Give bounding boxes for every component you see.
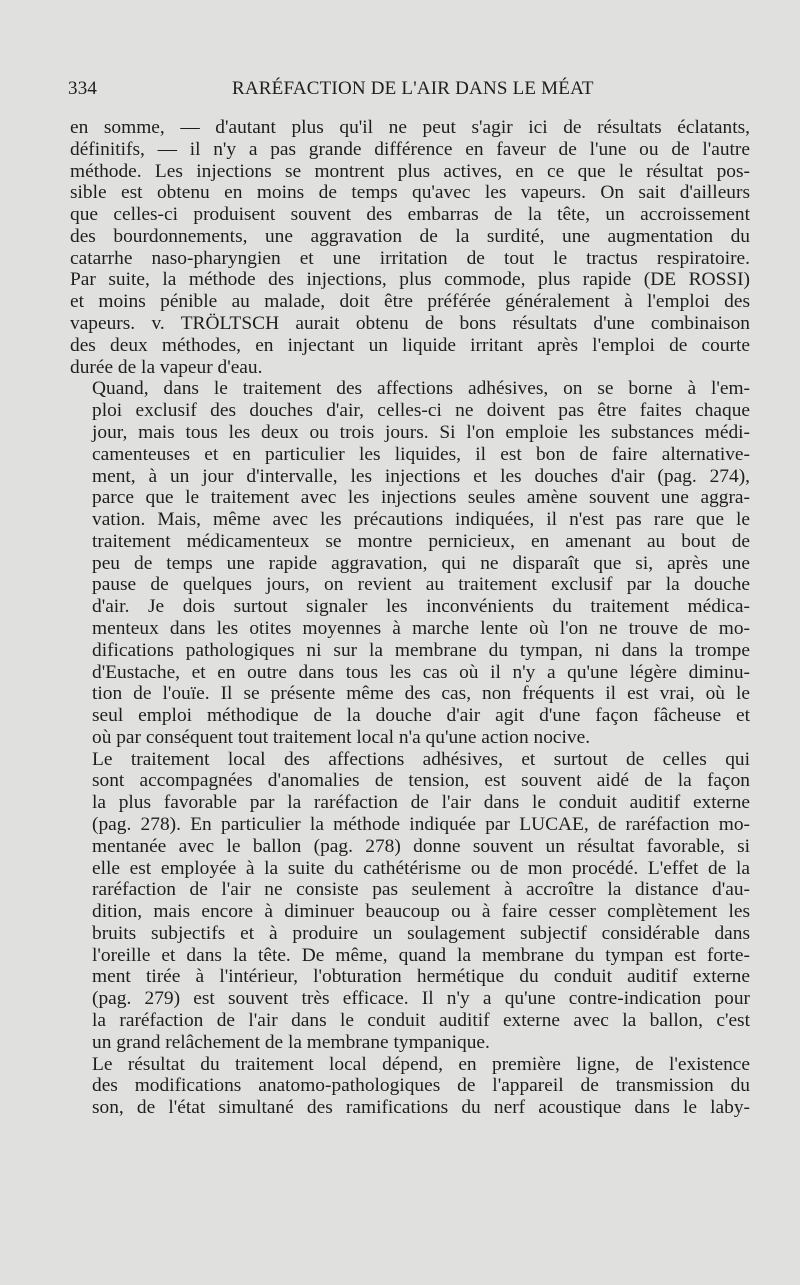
text-line: (pag. 278). En particulier la méthode indiquée par LUCAE, de raréfaction mo- xyxy=(92,814,750,835)
text-line: traitement médicamenteux se montre pernicieux, en amenant au bout de xyxy=(92,530,750,552)
text-line: ploi exclusif des douches d'air, celles-ci ne doivent pas être faites chaque xyxy=(92,400,750,422)
page-number: 334 xyxy=(68,78,98,99)
text-line: ment tirée à l'intérieur, l'obturation hermétique du conduit auditif externe xyxy=(92,966,750,988)
text-line: méthode. Les injections se montrent plus actives, en ce que le résultat pos- xyxy=(70,160,750,182)
text-line: tion de l'ouïe. Il se présente même des cas, non fréquents il est vrai, où le xyxy=(92,683,750,705)
text-line: l'oreille et dans la tête. De même, quand la membrane du tympan est forte- xyxy=(92,944,750,966)
text-line: en somme, — d'autant plus qu'il ne peut s'agir ici de résultats éclatants, xyxy=(70,117,750,138)
text-line: dition, mais encore à diminuer beaucoup ou à faire cesser complètement les xyxy=(92,901,750,923)
text-line: des bourdonnements, une aggravation de la surdité, une augmentation du xyxy=(70,225,750,247)
text-line: seul emploi méthodique de la douche d'air agit d'une façon fâcheuse et xyxy=(92,705,750,727)
text-line: parce que le traitement avec les injections seules amène souvent une aggra- xyxy=(92,487,750,509)
text-line: la plus favorable par la raréfaction de l'air dans le conduit auditif externe xyxy=(92,792,750,814)
text-line: la raréfaction de l'air dans le conduit auditif externe avec la ballon, c'est xyxy=(92,1010,750,1032)
text-line: difications pathologiques ni sur la membrane du tympan, ni dans la trompe xyxy=(92,639,750,661)
text-line: vapeurs. v. TRÖLTSCH aurait obtenu de bons résultats d'une combinaison xyxy=(70,313,750,335)
text-line: des modifications anatomo-pathologiques de l'appareil de transmission du xyxy=(92,1075,750,1097)
text-line: ment, à un jour d'intervalle, les injections et les douches d'air (pag. 274), xyxy=(92,465,750,487)
text-line: des deux méthodes, en injectant un liquide irritant après l'emploi de courte xyxy=(70,334,750,356)
text-line: définitifs, — il n'y a pas grande différence en faveur de l'une ou de l'autre xyxy=(70,138,750,160)
paragraph-2 xyxy=(70,378,750,748)
text-line: Le traitement local des affections adhésives, et surtout de celles qui xyxy=(92,748,750,770)
text-line: Quand, dans le traitement des affections adhésives, on se borne à l'em- xyxy=(92,378,750,400)
text-line: Par suite, la méthode des injections, plus commode, plus rapide (DE ROSSI) xyxy=(70,269,750,291)
text-line: bruits subjectifs et à produire un soulagement subjectif considérable dans xyxy=(92,922,750,944)
text-line: où par conséquent tout traitement local n'a qu'une action nocive. xyxy=(92,726,591,748)
text-line: un grand relâchement de la membrane tympanique. xyxy=(92,1031,490,1053)
text-line: que celles-ci produisent souvent des embarras de la tête, un accroissement xyxy=(70,204,750,226)
text-line: sont accompagnées d'anomalies de tension, est souvent aidé de la façon xyxy=(92,770,750,792)
text-line: vation. Mais, même avec les précautions indiquées, il n'est pas rare que le xyxy=(92,509,750,531)
text-line: son, de l'état simultané des ramifications du nerf acoustique dans le laby- xyxy=(92,1097,750,1119)
text-line: raréfaction de l'air ne consiste pas seulement à accroître la distance d'au- xyxy=(92,879,750,901)
text-line: sible est obtenu en moins de temps qu'avec les vapeurs. On sait d'ailleurs xyxy=(70,182,750,204)
text-line: jour, mais tous les deux ou trois jours. Si l'on emploie les substances médi- xyxy=(92,421,750,443)
paragraph-3 xyxy=(70,749,750,1054)
text-line: Le résultat du traitement local dépend, en première ligne, de l'existence xyxy=(92,1053,750,1075)
text-line: pause de quelques jours, on revient au traitement exclusif par la douche xyxy=(92,574,750,596)
text-line: (pag. 279) est souvent très efficace. Il n'y a qu'une contre-indication pour xyxy=(92,988,750,1010)
text-line: camenteuses et en particulier les liquides, il est bon de faire alternative- xyxy=(92,443,750,465)
paragraph-4 xyxy=(70,1054,750,1119)
text-line: peu de temps une rapide aggravation, qui ne disparaît que si, après une xyxy=(92,552,750,574)
text-line: mentanée avec le ballon (pag. 278) donne souvent un résultat favorable, si xyxy=(92,835,750,857)
text-line: d'air. Je dois surtout signaler les inconvénients du traitement médica- xyxy=(92,596,750,618)
body-text xyxy=(70,117,750,1119)
text-line: et moins pénible au malade, doit être préférée généralement à l'emploi des xyxy=(70,291,750,313)
text-line: catarrhe naso-pharyngien et une irritation de tout le tractus respiratoire. xyxy=(70,247,750,269)
text-line: d'Eustache, et en outre dans tous les cas où il n'y a qu'une légère diminu- xyxy=(92,661,750,683)
text-line: menteux dans les otites moyennes à marche lente où l'on ne trouve de mo- xyxy=(92,617,750,639)
text-line: elle est employée à la suite du cathétérisme ou de mon procédé. L'effet de la xyxy=(92,857,750,879)
paragraph-1 xyxy=(70,117,750,378)
running-title: RARÉFACTION DE L'AIR DANS LE MÉAT xyxy=(232,78,594,99)
text-line: durée de la vapeur d'eau. xyxy=(70,356,263,378)
